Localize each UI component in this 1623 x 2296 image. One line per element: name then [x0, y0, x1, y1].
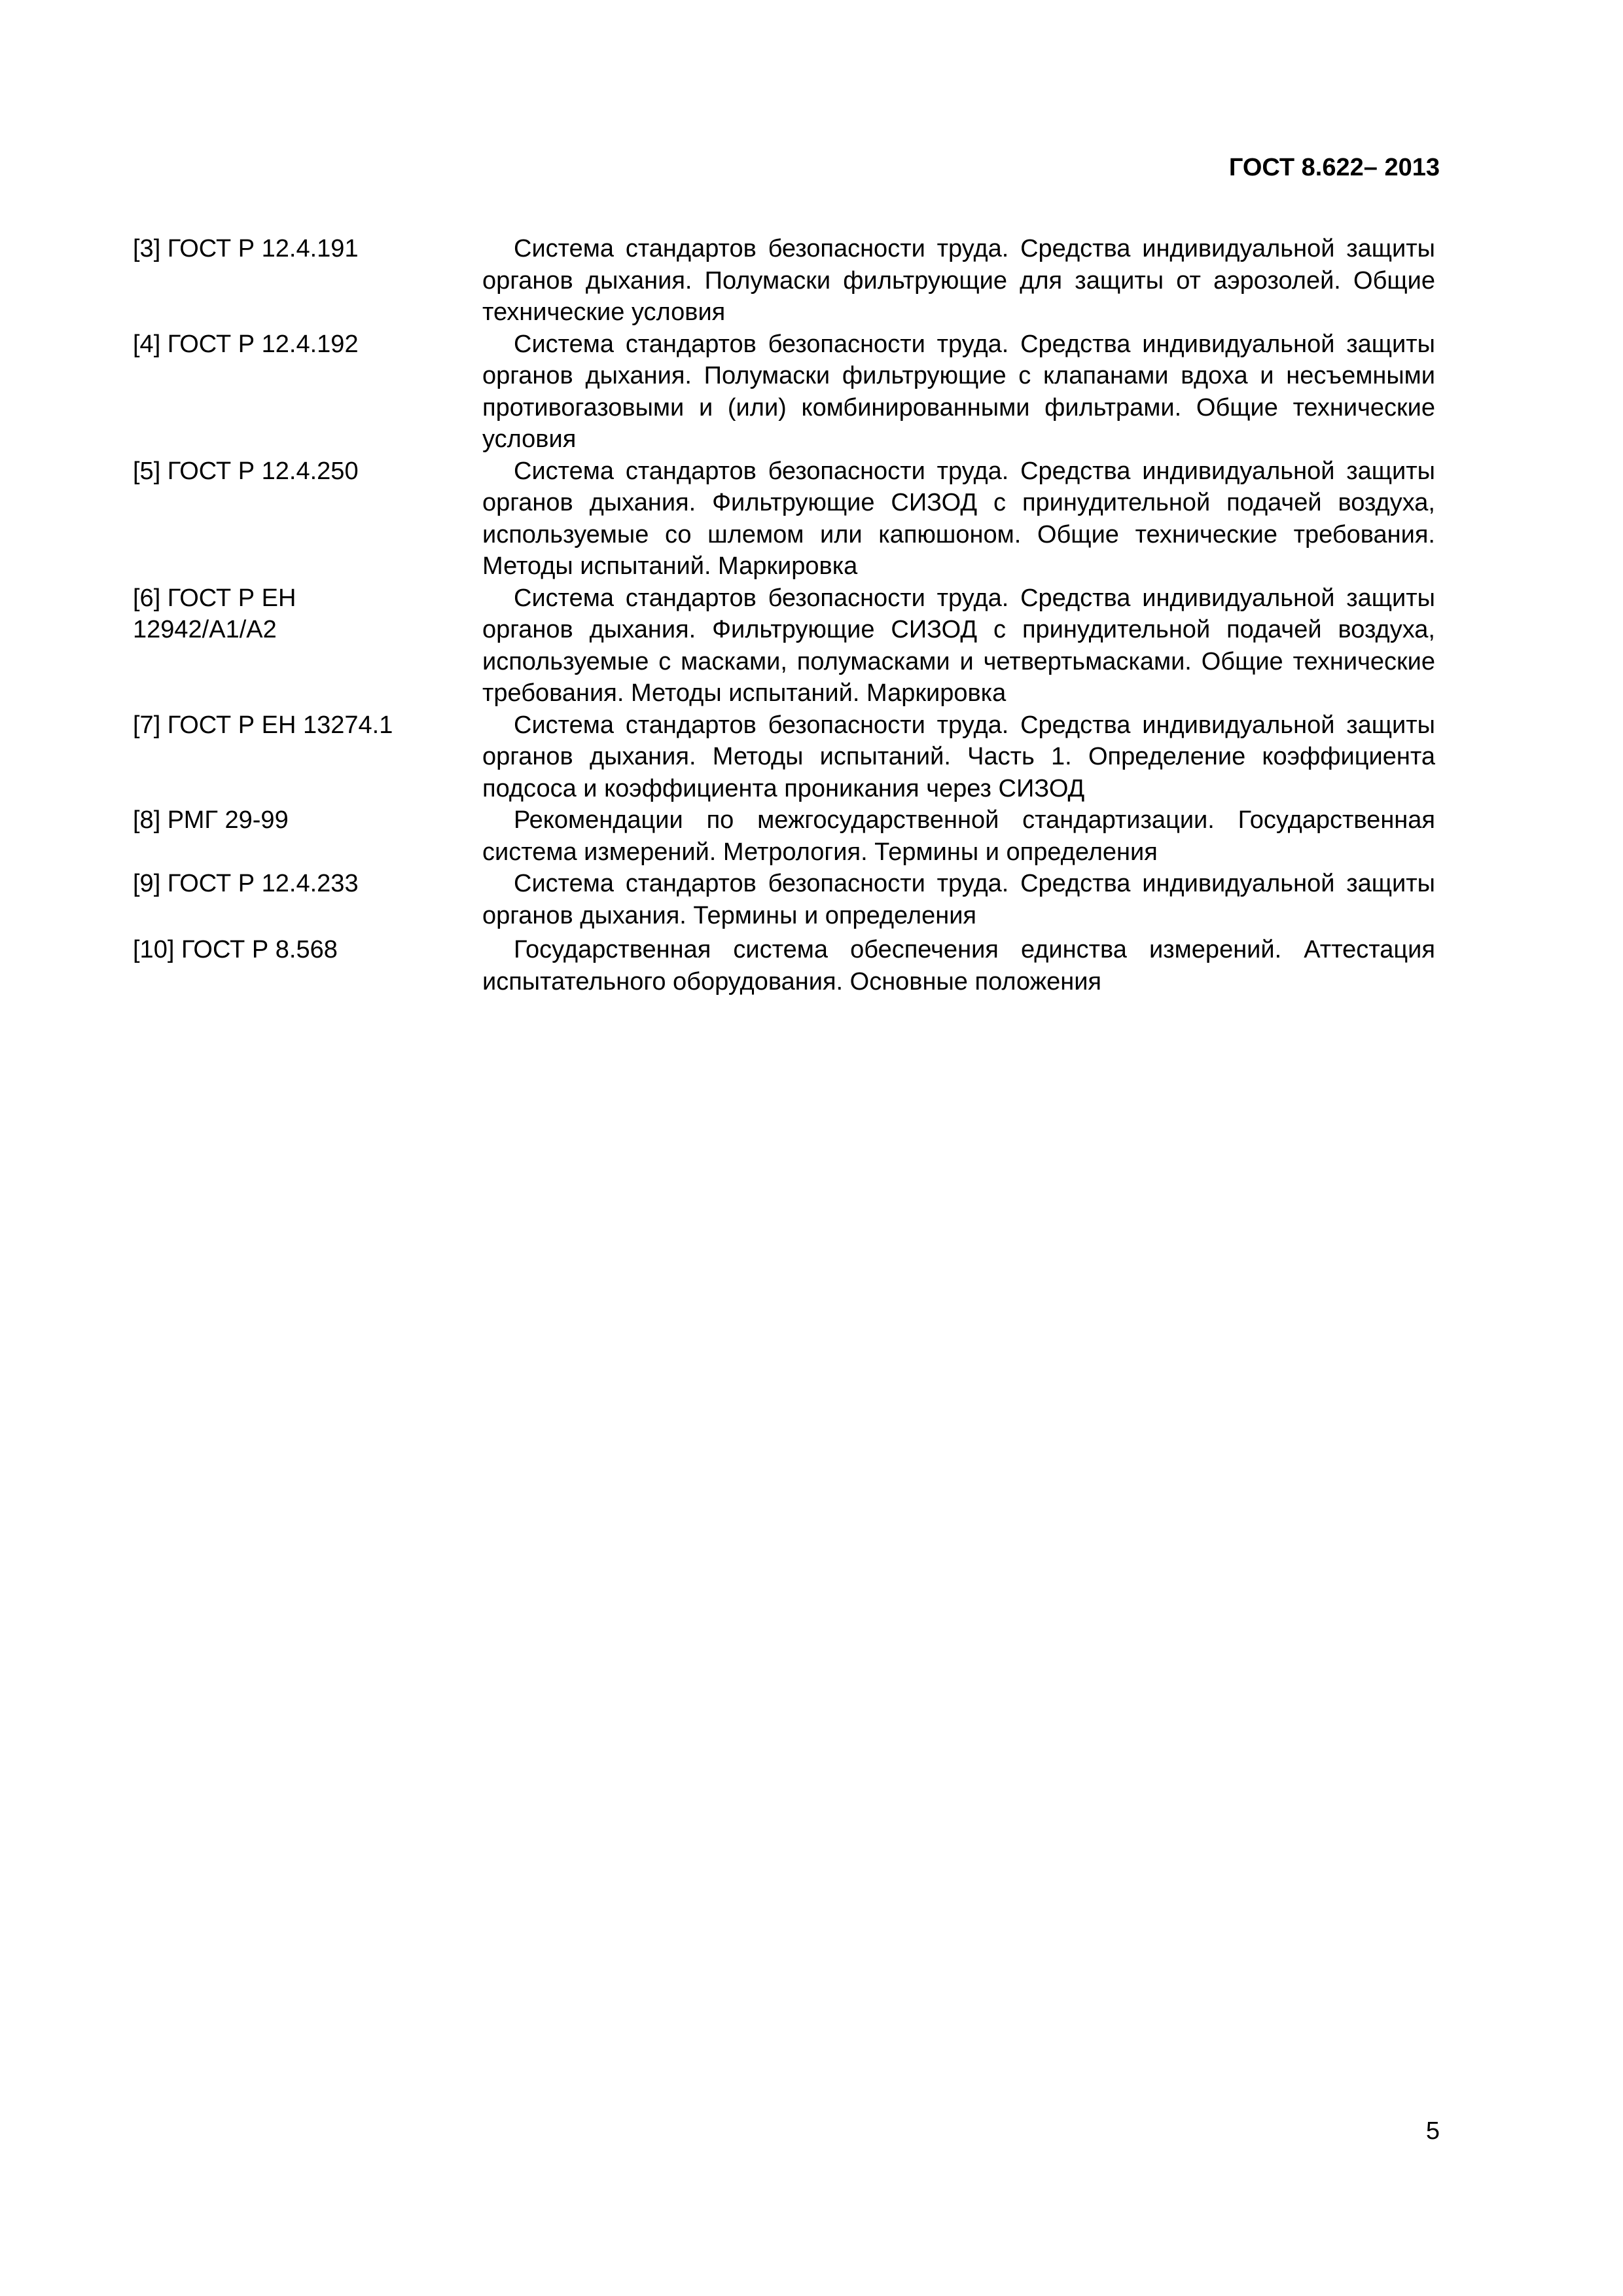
entry-reference: [9] ГОСТ Р 12.4.233	[133, 870, 359, 897]
entry-reference: [8] РМГ 29-99	[133, 806, 289, 834]
page-number: 5	[1425, 2117, 1440, 2145]
entry-description: Рекомендации по межгосударственной стандартизации. Государственная система измерений. Метрология. Термины и определения	[482, 806, 1435, 866]
bibliography-entry	[133, 583, 1435, 709]
entry-reference: [4] ГОСТ Р 12.4.192	[133, 330, 359, 358]
bibliography-entry	[133, 709, 1435, 805]
entry-description: Система стандартов безопасности труда. Средства индивидуальной защиты органов дыхания. Полумаски фильтрующие с клапанами вдоха и несъемными противогазовыми и (или) комбинированными фильтрами. Общие технические условия	[482, 330, 1435, 453]
entry-reference: [10] ГОСТ Р 8.568	[133, 936, 338, 963]
bibliography-entry	[133, 804, 1435, 868]
bibliography-list	[133, 233, 1435, 997]
entry-description: Система стандартов безопасности труда. Средства индивидуальной защиты органов дыхания. Полумаски фильтрующие для защиты от аэрозолей. Общие технические условия	[482, 235, 1435, 326]
entry-description: Система стандартов безопасности труда. Средства индивидуальной защиты органов дыхания. Методы испытаний. Часть 1. Определение коэффициента подсоса и коэффициента проникания через СИЗОД	[482, 711, 1435, 802]
entry-description: Система стандартов безопасности труда. Средства индивидуальной защиты органов дыхания. Фильтрующие СИЗОД с принудительной подачей воздуха, используемые с масками, полумасками и четвертьмасками. Общие технические требования. Методы испытаний. Маркировка	[482, 584, 1435, 707]
bibliography-entry	[133, 233, 1435, 329]
document-code-header: ГОСТ 8.622– 2013	[1228, 154, 1440, 181]
entry-reference: [7] ГОСТ Р ЕН 13274.1	[133, 711, 393, 739]
bibliography-entry	[133, 329, 1435, 456]
bibliography-entry	[133, 868, 1435, 931]
entry-description: Система стандартов безопасности труда. Средства индивидуальной защиты органов дыхания. Термины и определения	[482, 870, 1435, 929]
entry-reference: [6] ГОСТ Р ЕН 12942/А1/А2	[133, 584, 296, 643]
bibliography-entry	[133, 456, 1435, 583]
entry-reference: [3] ГОСТ Р 12.4.191	[133, 235, 359, 262]
entry-description: Система стандартов безопасности труда. Средства индивидуальной защиты органов дыхания. Фильтрующие СИЗОД с принудительной подачей воздуха, используемые со шлемом или капюшоном. Общие технические требования. Методы испытаний. Маркировка	[482, 457, 1435, 580]
entry-description: Государственная система обеспечения единства измерений. Аттестация испытательного оборудования. Основные положения	[482, 936, 1435, 996]
entry-reference: [5] ГОСТ Р 12.4.250	[133, 457, 359, 485]
bibliography-entry	[133, 934, 1435, 997]
